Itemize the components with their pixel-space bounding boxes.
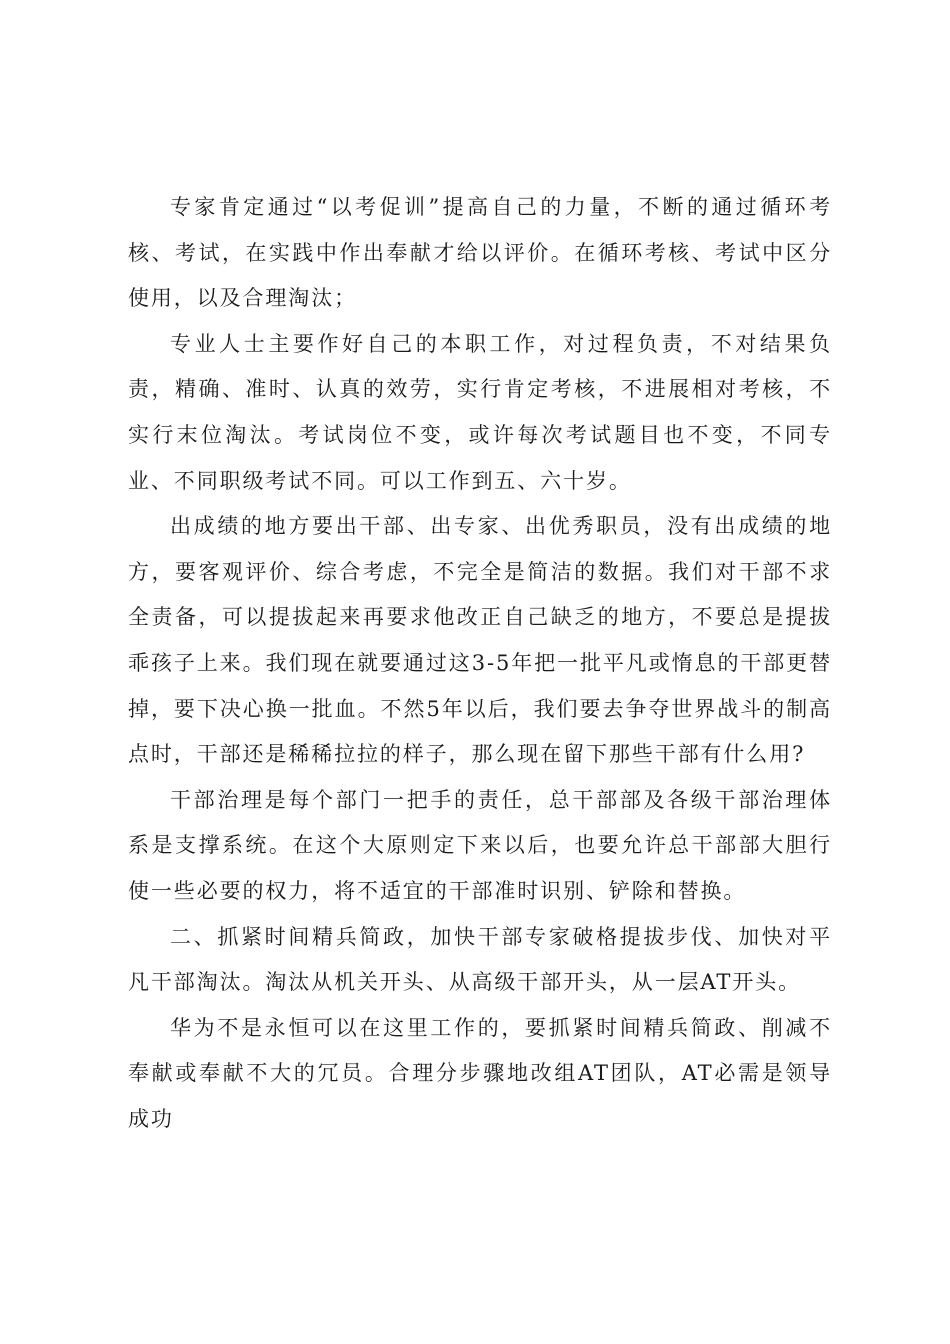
paragraph-4: 干部治理是每个部门一把手的责任，总干部部及各级干部治理体系是支撑系统。在这个大原则定下来以后，也要允许总干部部大胆行使一些必要的权力，将不适宜的干部准时识别、铲除和替换。	[128, 787, 832, 903]
paragraph-5: 二、抓紧时间精兵简政，加快干部专家破格提拔步伐、加快对平凡干部淘汰。淘汰从机关开头、从高级干部开头，从一层AT开头。	[128, 924, 832, 995]
paragraph-1: 专家肯定通过“以考促训”提高自己的力量，不断的通过循环考核、考试，在实践中作出奉献才给以评价。在循环考核、考试中区分使用，以及合理淘汰；	[128, 195, 832, 311]
paragraph-3: 出成绩的地方要出干部、出专家、出优秀职员，没有出成绩的地方，要客观评价、综合考虑，不完全是简洁的数据。我们对干部不求全责备，可以提拔起来再要求他改正自己缺乏的地方，不要总是提拔乖孩子上来。我们现在就要通过这3-5年把一批平凡或惰息的干部更替掉，要下决心换一批血。不然5年以后，我们要去争夺世界战斗的制高点时，干部还是稀稀拉拉的样子，那么现在留下那些干部有什么用?	[128, 514, 832, 767]
paragraph-6: 华为不是永恒可以在这里工作的，要抓紧时间精兵简政、削减不奉献或奉献不大的冗员。合理分步骤地改组AT团队，AT必需是领导成功	[128, 1015, 832, 1131]
document-body	[128, 185, 832, 1142]
paragraph-2: 专业人士主要作好自己的本职工作，对过程负责，不对结果负责，精确、准时、认真的效劳，实行肯定考核，不进展相对考核，不实行末位淘汰。考试岗位不变，或许每次考试题目也不变，不同专业、不同职级考试不同。可以工作到五、六十岁。	[128, 331, 832, 493]
